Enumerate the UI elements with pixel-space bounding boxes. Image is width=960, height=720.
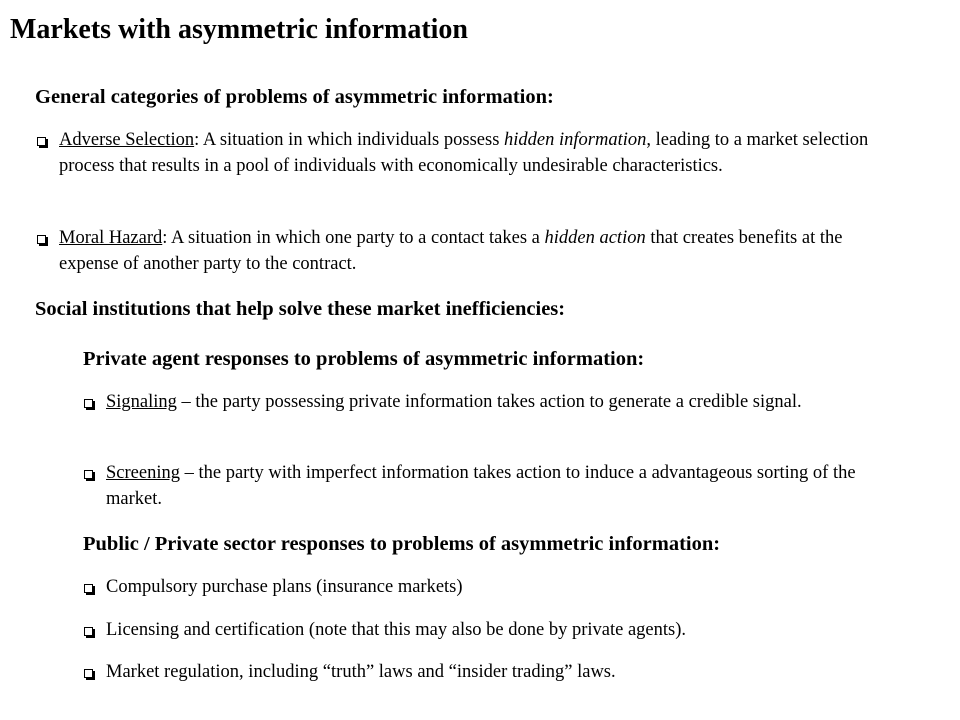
checkbox-bullet-icon (37, 235, 46, 244)
list-item-market-regulation: Market regulation, including “truth” laws and “insider trading” laws. (82, 659, 960, 685)
list-item-licensing: Licensing and certification (note that this may also be done by private agents). (82, 617, 960, 643)
section-heading-general-categories: General categories of problems of asymmetric information: (35, 86, 554, 108)
checkbox-bullet-icon (84, 399, 93, 408)
page-title: Markets with asymmetric information (10, 14, 469, 45)
checkbox-bullet-icon (84, 584, 93, 593)
emphasis-hidden-information: hidden information (504, 130, 647, 150)
list-item-signaling: Signaling – the party possessing private information takes action to generate a credible signal. (82, 389, 906, 415)
checkbox-bullet-icon (37, 137, 46, 146)
subheading-public-private-responses: Public / Private sector responses to problems of asymmetric information: (83, 533, 721, 555)
checkbox-bullet-icon (84, 627, 93, 636)
term-signaling: Signaling (106, 392, 177, 412)
term-adverse-selection: Adverse Selection (59, 130, 195, 150)
term-moral-hazard: Moral Hazard (59, 228, 163, 248)
section-heading-social-institutions: Social institutions that help solve these market inefficiencies: (35, 298, 566, 320)
term-screening: Screening (106, 463, 180, 483)
list-item-adverse-selection: Adverse Selection: A situation in which individuals possess hidden information, leading to a market selection process that results in a pool of individuals with economically undesirable characteristics. (35, 127, 879, 179)
checkbox-bullet-icon (84, 470, 93, 479)
list-item-screening: Screening – the party with imperfect information takes action to induce a advantageous sorting of the market. (82, 460, 906, 512)
checkbox-bullet-icon (84, 669, 93, 678)
emphasis-hidden-action: hidden action (544, 228, 646, 248)
list-item-moral-hazard: Moral Hazard: A situation in which one party to a contact takes a hidden action that creates benefits at the expense of another party to the contract. (35, 225, 889, 277)
subheading-private-agent-responses: Private agent responses to problems of asymmetric information: (83, 348, 645, 370)
list-item-compulsory-purchase: Compulsory purchase plans (insurance markets) (82, 574, 946, 600)
